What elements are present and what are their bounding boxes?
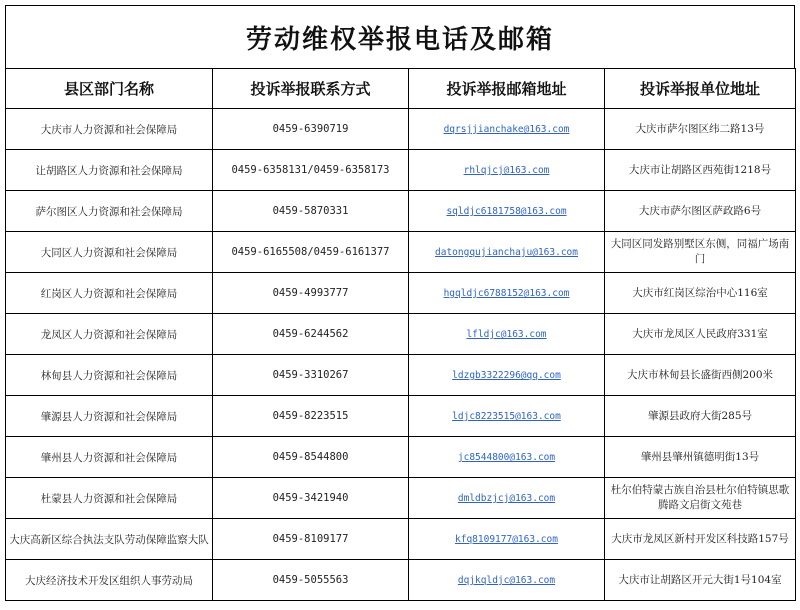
table-row	[6, 109, 796, 150]
department-name: 大同区人力资源和社会保障局	[6, 232, 213, 273]
email-link[interactable]: hgqldjc6788152@163.com	[443, 288, 570, 299]
office-address: 大庆市让胡路区开元大街1号104室	[605, 560, 796, 601]
table-row	[6, 396, 796, 437]
office-address: 大庆市萨尔图区萨政路6号	[605, 191, 796, 232]
department-name: 肇源县人力资源和社会保障局	[6, 396, 213, 437]
table-row	[6, 355, 796, 396]
page-title: 劳动维权举报电话及邮箱	[5, 5, 795, 68]
table-row	[6, 273, 796, 314]
header-row	[6, 69, 796, 109]
email-link[interactable]: sqldjc6181758@163.com	[446, 206, 567, 217]
table-row	[6, 232, 796, 273]
phone-number: 0459-3421940	[213, 478, 409, 519]
department-name: 大庆高新区综合执法支队劳动保障监察大队	[6, 519, 213, 560]
department-name: 林甸县人力资源和社会保障局	[6, 355, 213, 396]
email-link[interactable]: dmldbzjcj@163.com	[457, 493, 556, 504]
email-link[interactable]: dqjkqldjc@163.com	[457, 575, 556, 586]
office-address: 杜尔伯特蒙古族自治县杜尔伯特镇思歌腾路文启街文苑巷	[605, 478, 796, 519]
office-address: 肇州县肇州镇德明街13号	[605, 437, 796, 478]
table-row	[6, 150, 796, 191]
table-row	[6, 560, 796, 601]
table-row	[6, 191, 796, 232]
email-link[interactable]: ldjc8223515@163.com	[452, 411, 561, 422]
table-row	[6, 314, 796, 355]
table-row	[6, 478, 796, 519]
office-address: 大庆市林甸县长盛街西侧200米	[605, 355, 796, 396]
phone-number: 0459-6244562	[213, 314, 409, 355]
column-header-department: 县区部门名称	[6, 69, 213, 109]
phone-number: 0459-3310267	[213, 355, 409, 396]
phone-number: 0459-6358131/0459-6358173	[213, 150, 409, 191]
office-address: 肇源县政府大街285号	[605, 396, 796, 437]
office-address: 大庆市龙凤区人民政府331室	[605, 314, 796, 355]
email-link[interactable]: ldzgb3322296@qq.com	[452, 370, 561, 381]
column-header-email: 投诉举报邮箱地址	[409, 69, 605, 109]
department-name: 大庆经济技术开发区组织人事劳动局	[6, 560, 213, 601]
department-name: 红岗区人力资源和社会保障局	[6, 273, 213, 314]
contact-table	[5, 68, 796, 601]
phone-number: 0459-5055563	[213, 560, 409, 601]
office-address: 大庆市萨尔图区纬二路13号	[605, 109, 796, 150]
department-name: 大庆市人力资源和社会保障局	[6, 109, 213, 150]
column-header-phone: 投诉举报联系方式	[213, 69, 409, 109]
email-link[interactable]: rhlqjcj@163.com	[463, 165, 550, 176]
phone-number: 0459-8223515	[213, 396, 409, 437]
email-link[interactable]: datongqujianchaju@163.com	[435, 247, 578, 258]
table-row	[6, 519, 796, 560]
office-address: 大庆市红岗区综治中心116室	[605, 273, 796, 314]
department-name: 让胡路区人力资源和社会保障局	[6, 150, 213, 191]
phone-number: 0459-6390719	[213, 109, 409, 150]
phone-number: 0459-8544800	[213, 437, 409, 478]
phone-number: 0459-4993777	[213, 273, 409, 314]
email-link[interactable]: lfldjc@163.com	[466, 329, 547, 340]
department-name: 肇州县人力资源和社会保障局	[6, 437, 213, 478]
document-sheet	[5, 5, 795, 605]
email-link[interactable]: jc8544800@163.com	[457, 452, 556, 463]
office-address: 大庆市让胡路区西苑街1218号	[605, 150, 796, 191]
office-address: 大同区同发路别墅区东侧，同福广场南门	[605, 232, 796, 273]
department-name: 萨尔图区人力资源和社会保障局	[6, 191, 213, 232]
department-name: 杜蒙县人力资源和社会保障局	[6, 478, 213, 519]
phone-number: 0459-8109177	[213, 519, 409, 560]
department-name: 龙凤区人力资源和社会保障局	[6, 314, 213, 355]
email-link[interactable]: kfq8109177@163.com	[455, 534, 558, 545]
phone-number: 0459-5870331	[213, 191, 409, 232]
office-address: 大庆市龙凤区新村开发区科技路157号	[605, 519, 796, 560]
email-link[interactable]: dqrsjjianchake@163.com	[443, 124, 570, 135]
phone-number: 0459-6165508/0459-6161377	[213, 232, 409, 273]
column-header-address: 投诉举报单位地址	[605, 69, 796, 109]
table-row	[6, 437, 796, 478]
